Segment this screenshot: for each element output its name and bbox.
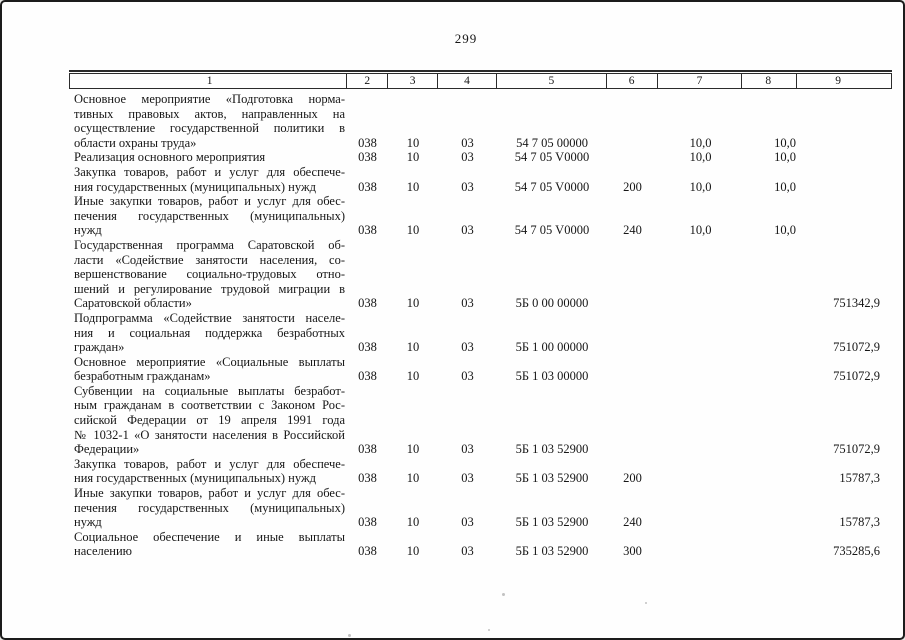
value-cell-c5: 54 7 05 V0000 [514, 179, 590, 194]
column-header-4: 4 [438, 74, 497, 88]
text-line: Закупка товаров, работ и услуг для обеспече- [74, 456, 345, 471]
value-cell-c4: 03 [461, 544, 474, 559]
value-cell-c2: 038 [358, 150, 377, 165]
value-cell-c2: 038 [358, 223, 377, 238]
table-row [69, 194, 892, 238]
text-line: нужд [74, 223, 102, 238]
value-cell-c3: 10 [406, 471, 420, 486]
text-line: ния государственных (муниципальных) нужд [74, 179, 316, 194]
column-header-7: 7 [658, 74, 743, 88]
value-cell-c5: 5Б 1 03 52900 [515, 544, 589, 559]
scan-noise-dot [645, 602, 647, 604]
text-line: шений и регулирование трудовой миграции в [74, 281, 345, 296]
text-line: Реализация основного мероприятия [74, 150, 266, 165]
value-cell-c4: 03 [461, 340, 474, 355]
value-cell-c3: 10 [406, 442, 420, 457]
value-cell-c5: 54 7 05 V0000 [514, 150, 590, 165]
value-cell-c9: 735285,6 [833, 544, 880, 559]
text-line: сийской Федерации от 19 апреля 1991 года [74, 413, 345, 428]
value-cell-c4: 03 [461, 471, 474, 486]
value-cell-c9: 751072,9 [833, 340, 880, 355]
text-line: безработным гражданам» [74, 369, 211, 384]
value-cell-c2: 038 [358, 515, 377, 530]
column-header-3: 3 [388, 74, 438, 88]
table-row [69, 486, 892, 530]
value-cell-c4: 03 [461, 179, 474, 194]
value-cell-c9: 751072,9 [833, 369, 880, 384]
text-line: вершенствование социально-трудовых отно- [74, 267, 345, 282]
value-cell-c8: 10,0 [774, 150, 796, 165]
value-cell-c3: 10 [406, 340, 420, 355]
value-cell-c6: 300 [623, 544, 642, 559]
value-cell-c7: 10,0 [689, 150, 712, 165]
value-cell-c2: 038 [358, 135, 377, 150]
value-cell-c9: 15787,3 [839, 515, 880, 530]
program-name-cell [69, 384, 347, 457]
value-cell-c3: 10 [406, 150, 420, 165]
value-cell-c4: 03 [461, 223, 474, 238]
text-line: Саратовской области» [74, 296, 192, 311]
text-line: Основное мероприятие «Подготовка норма- [74, 92, 345, 106]
text-line: ния и социальная поддержка безработных [74, 325, 345, 340]
value-cell-c3: 10 [406, 223, 420, 238]
value-cell-c8: 10,0 [774, 179, 796, 194]
value-cell-c5: 5Б 1 03 52900 [515, 471, 589, 486]
column-header-9: 9 [835, 75, 841, 87]
page-number: 299 [454, 31, 478, 46]
program-name-cell [69, 150, 347, 165]
value-cell-c5: 5Б 1 03 52900 [515, 515, 589, 530]
table-header-row [69, 73, 892, 89]
text-line: Закупка товаров, работ и услуг для обеспече- [74, 164, 345, 179]
value-cell-c8: 10,0 [774, 223, 796, 238]
value-cell-c2: 038 [358, 471, 377, 486]
value-cell-c5: 54 7 05 00000 [516, 135, 588, 150]
text-line: осуществление государственной политики в [74, 121, 345, 136]
column-header-6: 6 [607, 74, 658, 88]
text-line: Подпрограмма «Содействие занятости населе- [74, 310, 345, 325]
column-header-5: 5 [497, 74, 607, 88]
program-name-cell [69, 194, 347, 238]
text-line: тивных правовых актов, направленных на [74, 106, 345, 121]
text-line: населению [74, 544, 132, 559]
program-name-cell [69, 165, 347, 194]
value-cell-c5: 5Б 1 03 52900 [515, 442, 589, 457]
text-line: нужд [74, 515, 102, 530]
scan-noise-dot [348, 634, 351, 637]
value-cell-c8: 10,0 [774, 135, 796, 150]
table-row [69, 311, 892, 355]
program-name-cell [69, 486, 347, 530]
table-row [69, 150, 892, 165]
table-row [69, 530, 892, 559]
value-cell-c2: 038 [358, 369, 377, 384]
value-cell-c2: 038 [358, 442, 377, 457]
text-line: Федерации» [74, 442, 140, 457]
program-name-cell [69, 238, 347, 311]
text-line: № 1032-1 «О занятости населения в Российской [74, 427, 345, 442]
value-cell-c3: 10 [406, 179, 420, 194]
text-line: Иные закупки товаров, работ и услуг для обес- [74, 486, 345, 501]
program-name-cell [69, 355, 347, 384]
value-cell-c6: 240 [623, 223, 642, 238]
column-header-1: 1 [70, 74, 347, 88]
program-name-cell [69, 457, 347, 486]
value-cell-c4: 03 [461, 150, 474, 165]
text-line: граждан» [74, 340, 125, 355]
value-cell-c3: 10 [406, 296, 420, 311]
scan-noise-dot [502, 593, 505, 596]
value-cell-c5: 5Б 0 00 00000 [515, 296, 589, 311]
value-cell-c6: 200 [623, 471, 642, 486]
text-line: Субвенции на социальные выплаты безработ- [74, 383, 345, 398]
value-cell-c2: 038 [358, 179, 377, 194]
text-line: области охраны труда» [74, 135, 197, 150]
value-cell-c4: 03 [461, 515, 474, 530]
text-line: ным гражданам в соответствии с Законом Рос- [74, 398, 345, 413]
value-cell-c4: 03 [461, 442, 474, 457]
value-cell-c4: 03 [461, 135, 474, 150]
value-cell-c3: 10 [406, 135, 420, 150]
value-cell-c5: 5Б 1 03 00000 [515, 369, 589, 384]
table-row [69, 355, 892, 384]
value-cell-c3: 10 [406, 369, 420, 384]
table-row [69, 238, 892, 311]
value-cell-c4: 03 [461, 296, 474, 311]
value-cell-c9: 751342,9 [833, 296, 880, 311]
value-cell-c6: 240 [623, 515, 642, 530]
value-cell-c3: 10 [406, 544, 420, 559]
column-header-2: 2 [347, 74, 388, 88]
value-cell-c7: 10,0 [689, 135, 712, 150]
text-line: Социальное обеспечение и иные выплаты [74, 529, 345, 544]
table-row [69, 92, 892, 150]
text-line: Государственная программа Саратовской об- [74, 237, 345, 252]
program-name-cell [69, 530, 347, 559]
value-cell-c7: 10,0 [689, 223, 712, 238]
text-line: ласти «Содействие занятости населения, со- [74, 252, 345, 267]
value-cell-c7: 10,0 [689, 179, 712, 194]
value-cell-c9: 751072,9 [833, 442, 880, 457]
program-name-cell [69, 311, 347, 355]
text-line: печения государственных (муниципальных) [74, 500, 345, 515]
value-cell-c9: 15787,3 [839, 471, 880, 486]
text-line: ния государственных (муниципальных) нужд [74, 471, 316, 486]
scan-noise-dot [488, 629, 490, 631]
budget-table [69, 73, 892, 559]
text-line: Иные закупки товаров, работ и услуг для обес- [74, 194, 345, 209]
value-cell-c3: 10 [406, 515, 420, 530]
value-cell-c5: 54 7 05 V0000 [514, 223, 590, 238]
value-cell-c2: 038 [358, 544, 377, 559]
value-cell-c6: 200 [623, 179, 642, 194]
value-cell-c5: 5Б 1 00 00000 [515, 340, 589, 355]
program-name-cell [69, 92, 347, 150]
column-header-8: 8 [742, 74, 797, 88]
table-row [69, 457, 892, 486]
table-row [69, 165, 892, 194]
text-line: печения государственных (муниципальных) [74, 208, 345, 223]
value-cell-c2: 038 [358, 340, 377, 355]
value-cell-c4: 03 [461, 369, 474, 384]
table-body [69, 92, 892, 559]
table-row [69, 384, 892, 457]
value-cell-c2: 038 [358, 296, 377, 311]
text-line: Основное мероприятие «Социальные выплаты [74, 354, 345, 369]
